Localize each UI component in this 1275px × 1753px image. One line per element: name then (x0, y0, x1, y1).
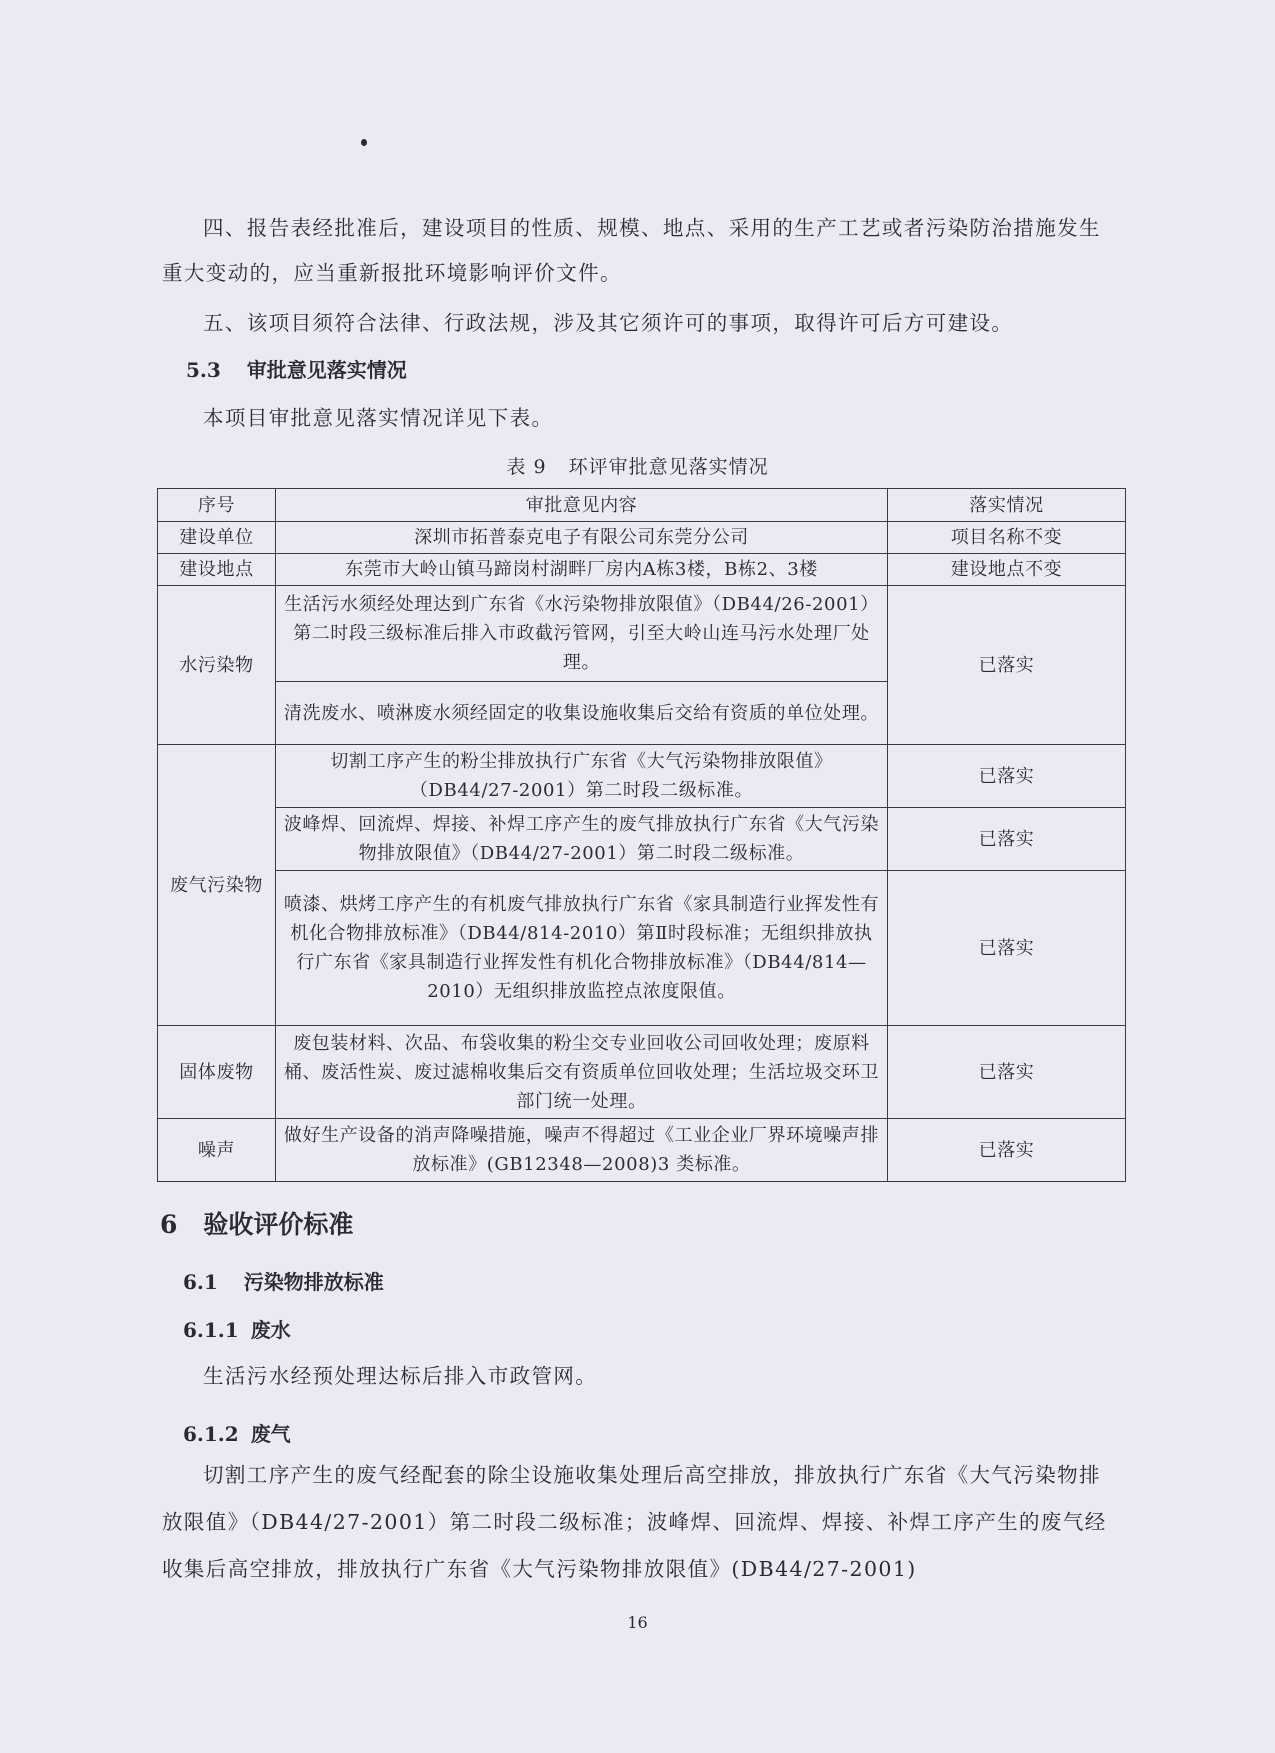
paragraph-wastewater: 生活污水经预处理达标后排入市政管网。 (203, 1364, 598, 1388)
status-cell: 已落实 (888, 1119, 1126, 1182)
table-row (158, 745, 1126, 808)
table-caption-title: 环评审批意见落实情况 (568, 456, 769, 478)
status-cell: 已落实 (888, 745, 1126, 808)
table-row (158, 586, 1126, 682)
table-row (158, 1026, 1126, 1119)
subsection-heading-6-1-2 (183, 1418, 291, 1447)
subsection-title: 废气 (250, 1422, 291, 1446)
status-cell: 项目名称不变 (888, 522, 1126, 554)
category-cell: 固体废物 (158, 1026, 276, 1119)
category-cell: 噪声 (158, 1119, 276, 1182)
paragraph-exhaust: 切割工序产生的废气经配套的除尘设施收集处理后高空排放，排放执行广东省《大气污染物排放限值》（DB44/27-2001）第二时段二级标准；波峰焊、回流焊、焊接、补焊工序产生的废气经收集后高空排放，排放执行广东省《大气污染物排放限值》(DB44/27-2001) (162, 1463, 1107, 1581)
status-cell: 建设地点不变 (888, 554, 1126, 586)
table-caption (0, 452, 1275, 479)
table-row (158, 522, 1126, 554)
subsection-title: 废水 (250, 1318, 291, 1342)
section-heading-5-3 (186, 354, 407, 383)
content-cell: 深圳市拓普泰克电子有限公司东莞分公司 (276, 522, 888, 554)
paragraph-item-4: 四、报告表经批准后，建设项目的性质、规模、地点、采用的生产工艺或者污染防治措施发生重大变动的，应当重新报批环境影响评价文件。 (162, 216, 1101, 285)
status-cell: 已落实 (888, 871, 1126, 1026)
content-cell: 波峰焊、回流焊、焊接、补焊工序产生的废气排放执行广东省《大气污染物排放限值》（DB44/27-2001）第二时段二级标准。 (276, 808, 888, 871)
content-cell: 清洗废水、喷淋废水须经固定的收集设施收集后交给有资质的单位处理。 (276, 682, 888, 745)
approval-table (157, 488, 1126, 1182)
category-cell: 水污染物 (158, 586, 276, 745)
content-cell: 喷漆、烘烤工序产生的有机废气排放执行广东省《家具制造行业挥发性有机化合物排放标准》（DB44/814-2010）第Ⅱ时段标准；无组织排放执行广东省《家具制造行业挥发性有机化合物排放标准》（DB44/814—2010）无组织排放监控点浓度限值。 (276, 871, 888, 1026)
section-number: 6.1 (183, 1270, 218, 1294)
table-row (158, 808, 1126, 871)
content-cell: 做好生产设备的消声降噪措施，噪声不得超过《工业企业厂界环境噪声排放标准》(GB12348—2008)3 类标准。 (276, 1119, 888, 1182)
header-cell: 序号 (158, 489, 276, 522)
header-cell: 审批意见内容 (276, 489, 888, 522)
category-cell: 建设地点 (158, 554, 276, 586)
status-cell: 已落实 (888, 586, 1126, 745)
subsection-number: 6.1.2 (183, 1422, 239, 1446)
content-cell: 废包装材料、次品、布袋收集的粉尘交专业回收公司回收处理；废原料桶、废活性炭、废过滤棉收集后交有资质单位回收处理；生活垃圾交环卫部门统一处理。 (276, 1026, 888, 1119)
section-number: 5.3 (186, 358, 221, 382)
table-row (158, 871, 1126, 1026)
section-heading-6-1 (183, 1266, 384, 1295)
table-header-row (158, 489, 1126, 522)
header-cell: 落实情况 (888, 489, 1126, 522)
content-cell: 东莞市大岭山镇马蹄岗村湖畔厂房内A栋3楼，B栋2、3楼 (276, 554, 888, 586)
subsection-heading-6-1-1 (183, 1314, 291, 1343)
content-cell: 生活污水须经处理达到广东省《水污染物排放限值》（DB44/26-2001）第二时段三级标准后排入市政截污管网，引至大岭山连马污水处理厂处理。 (276, 586, 888, 682)
paragraph-table-intro: 本项目审批意见落实情况详见下表。 (203, 406, 554, 430)
table-row (158, 554, 1126, 586)
section-title: 污染物排放标准 (243, 1270, 384, 1294)
chapter-title: 验收评价标准 (203, 1210, 354, 1239)
chapter-heading-6 (160, 1205, 353, 1241)
content-cell: 切割工序产生的粉尘排放执行广东省《大气污染物排放限值》（DB44/27-2001）第二时段二级标准。 (276, 745, 888, 808)
section-title: 审批意见落实情况 (246, 358, 407, 382)
status-cell: 已落实 (888, 808, 1126, 871)
page-number: 16 (627, 1613, 648, 1632)
category-cell: 废气污染物 (158, 745, 276, 1026)
paragraph-item-5: 五、该项目须符合法律、行政法规，涉及其它须许可的事项，取得许可后方可建设。 (203, 311, 1014, 335)
scan-dot (361, 139, 367, 146)
category-cell: 建设单位 (158, 522, 276, 554)
subsection-number: 6.1.1 (183, 1318, 239, 1342)
table-row (158, 1119, 1126, 1182)
table-caption-label: 表 9 (506, 456, 547, 478)
status-cell: 已落实 (888, 1026, 1126, 1119)
chapter-number: 6 (160, 1210, 178, 1239)
